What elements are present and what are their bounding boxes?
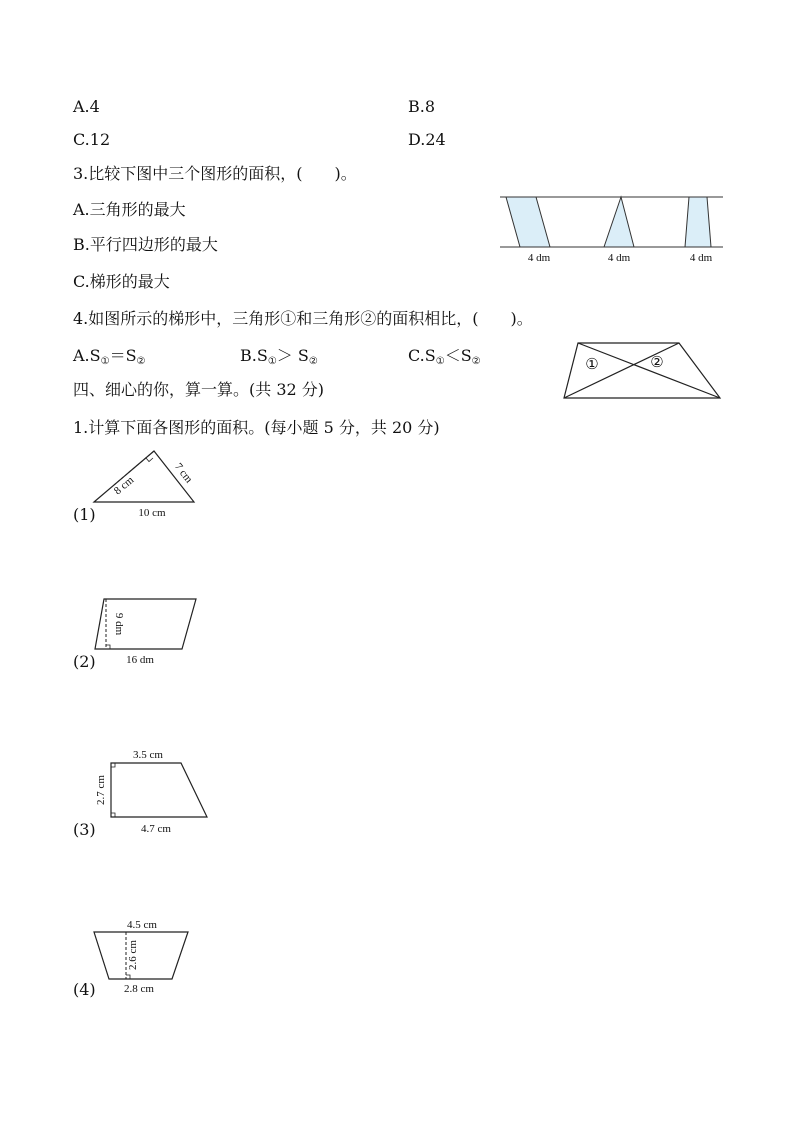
q3-triangle <box>604 197 634 247</box>
figure-2-parallelogram <box>92 596 202 671</box>
q3-label-1: 4 dm <box>527 252 551 264</box>
q3-parallelogram <box>506 197 550 247</box>
q3-figure <box>500 190 725 270</box>
figure-1-triangle <box>90 448 200 523</box>
q4-option-a: $A.S_①=S_②$ <box>73 346 146 367</box>
figure-3-trapezoid <box>92 745 217 840</box>
q4-stem: 4.如图所示的梯形中，三角形①和三角形②的面积相比，( )。 <box>73 309 533 328</box>
figure-4-trapezoid <box>90 915 195 1000</box>
figure-1-side-label: 7 cm <box>171 460 195 486</box>
q4-label-2: ② <box>650 355 664 371</box>
figure-4-height-label: 2.6 cm <box>127 940 139 970</box>
q2-option-a: A.4 <box>73 97 100 116</box>
q2-option-c: C.12 <box>73 130 111 149</box>
figure-3-side-label: 2.7 cm <box>95 775 107 805</box>
section-4-q1-stem: 1.计算下面各图形的面积。(每小题 5 分，共 20 分) <box>73 418 440 437</box>
q3-stem: 3.比较下图中三个图形的面积，( )。 <box>73 164 357 183</box>
figure-1-base-label: 10 cm <box>138 507 166 519</box>
q2-option-d: D.24 <box>408 130 446 149</box>
q4-label-1: ① <box>585 357 599 373</box>
section-4-title: 四、细心的你，算一算。(共 32 分) <box>73 380 325 399</box>
figure-4-bottom-label: 2.8 cm <box>124 983 154 995</box>
figure-3-bottom-label: 4.7 cm <box>141 823 171 835</box>
q2-option-b: B.8 <box>408 97 436 116</box>
q3-option-c: C.梯形的最大 <box>73 272 170 291</box>
q4-figure <box>560 340 725 402</box>
q4-option-b: $B.S_①> S_②$ <box>240 346 318 367</box>
q3-option-a: A.三角形的最大 <box>73 200 186 219</box>
q3-option-b: B.平行四边形的最大 <box>73 235 218 254</box>
q3-label-3: 4 dm <box>689 252 713 264</box>
figure-3-number: (3) <box>73 820 96 839</box>
figure-1-number: (1) <box>73 505 96 524</box>
figure-3-top-label: 3.5 cm <box>133 749 163 761</box>
q3-label-2: 4 dm <box>607 252 631 264</box>
figure-4-number: (4) <box>73 980 96 999</box>
figure-2-number: (2) <box>73 652 96 671</box>
q3-trapezoid <box>685 197 711 247</box>
q4-option-c: $C.S_①<S_②$ <box>408 346 481 367</box>
figure-2-base-label: 16 dm <box>126 654 154 666</box>
figure-1-height-label: 8 cm <box>111 474 137 498</box>
figure-2-height-label: 9 dm <box>113 612 125 636</box>
figure-4-top-label: 4.5 cm <box>127 919 157 931</box>
